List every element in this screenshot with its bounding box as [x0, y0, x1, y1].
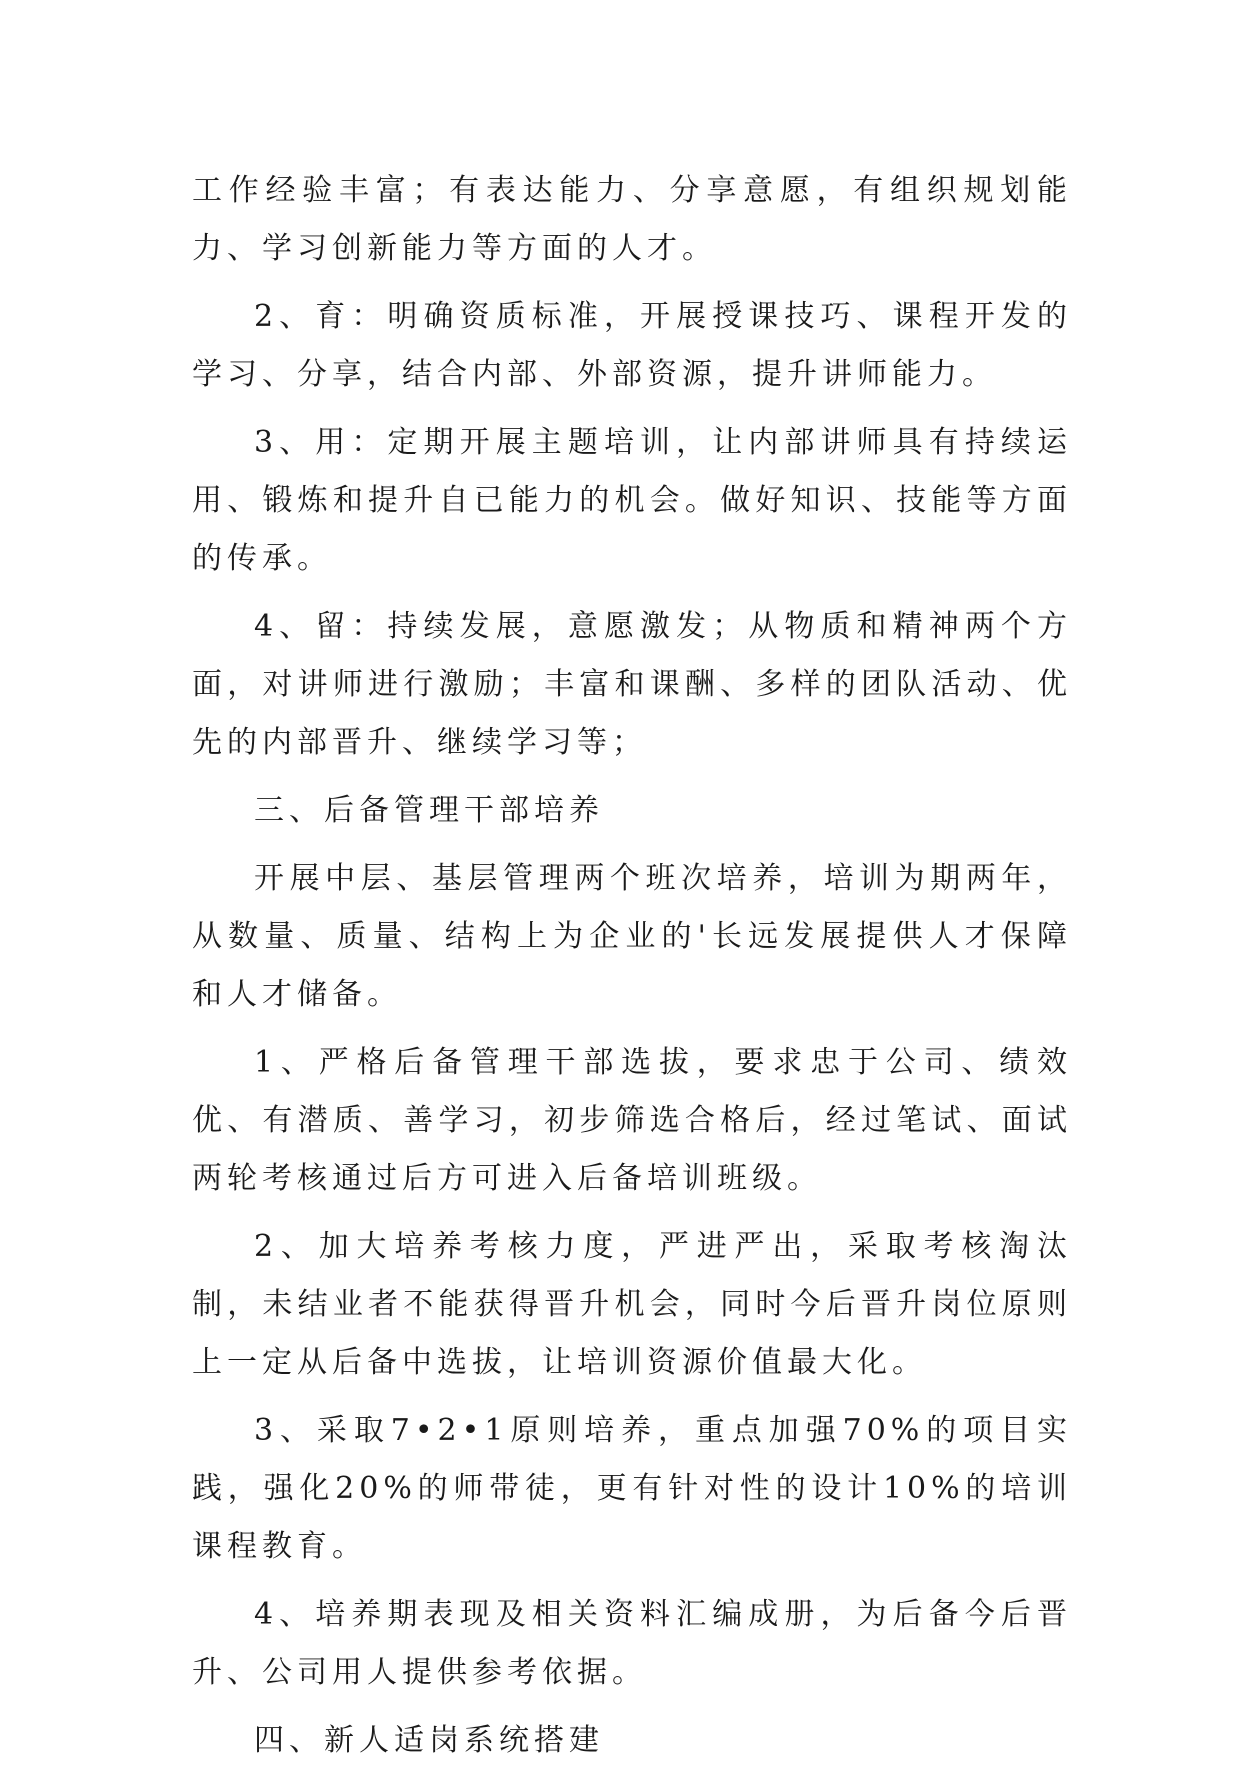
section-heading-4: 四、新人适岗系统搭建 — [254, 1723, 604, 1758]
document-page — [192, 162, 1072, 1780]
paragraph-7: 1、严格后备管理干部选拔，要求忠于公司、绩效优、有潜质、善学习，初步筛选合格后，经过笔试、面试两轮考核通过后方可进入后备培训班级。 — [192, 1045, 1072, 1196]
paragraph-10: 4、培养期表现及相关资料汇编成册，为后备今后晋升、公司用人提供参考依据。 — [192, 1597, 1072, 1690]
paragraph-2: 2、育：明确资质标准，开展授课技巧、课程开发的学习、分享，结合内部、外部资源，提升讲师能力。 — [192, 299, 1072, 392]
paragraph-6: 开展中层、基层管理两个班次培养，培训为期两年，从数量、质量、结构上为企业的'长远发展提供人才保障和人才储备。 — [192, 861, 1072, 1012]
paragraph-4: 4、留：持续发展，意愿激发；从物质和精神两个方面，对讲师进行激励；丰富和课酬、多样的团队活动、优先的内部晋升、继续学习等； — [192, 609, 1072, 760]
paragraph-3: 3、用：定期开展主题培训，让内部讲师具有持续运用、锻炼和提升自已能力的机会。做好知识、技能等方面的传承。 — [192, 425, 1072, 576]
paragraph-9: 3、采取7•2•1原则培养，重点加强70%的项目实践，强化20%的师带徒，更有针对性的设计10%的培训课程教育。 — [192, 1413, 1072, 1564]
section-heading-3: 三、后备管理干部培养 — [254, 793, 604, 828]
paragraph-8: 2、加大培养考核力度，严进严出，采取考核淘汰制，未结业者不能获得晋升机会，同时今后晋升岗位原则上一定从后备中选拔，让培训资源价值最大化。 — [192, 1229, 1072, 1380]
paragraph-1: 工作经验丰富；有表达能力、分享意愿，有组织规划能力、学习创新能力等方面的人才。 — [192, 173, 1072, 266]
